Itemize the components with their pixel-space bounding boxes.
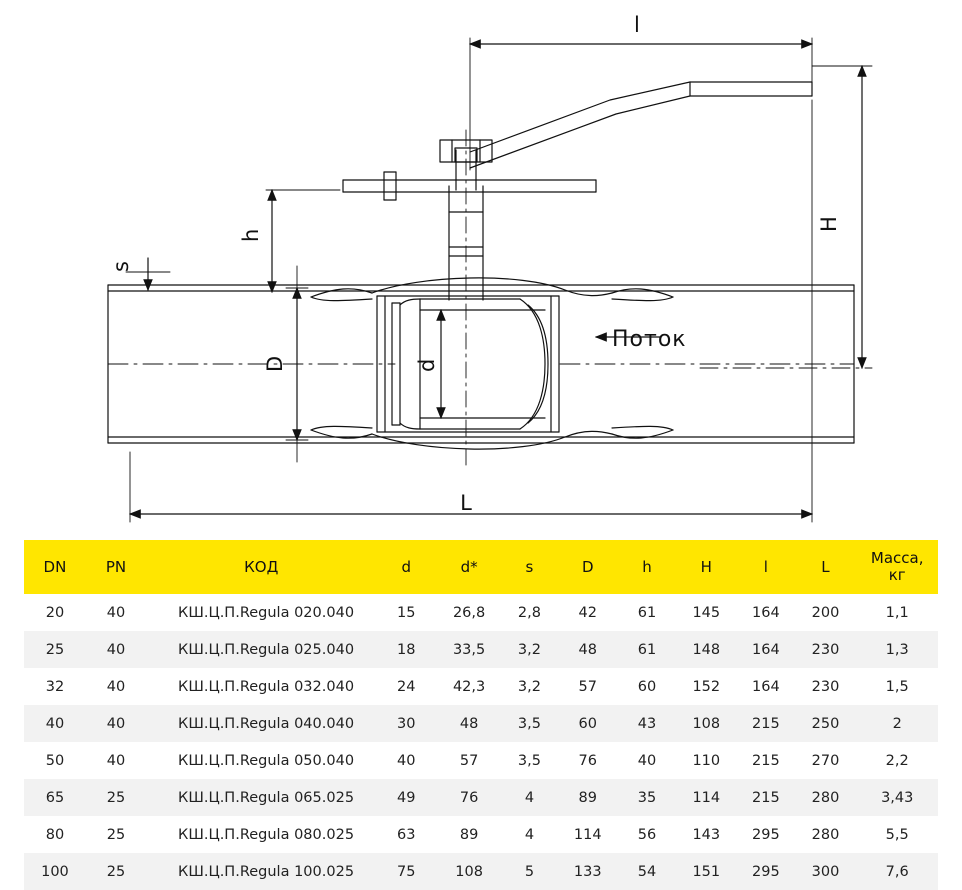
cell-s: 4: [524, 789, 535, 806]
cell-H: 145: [692, 604, 721, 621]
cell-h: 43: [637, 715, 657, 732]
cell-L: 280: [811, 789, 840, 806]
cell-DN: 65: [45, 789, 65, 806]
cell-d*: 42,3: [452, 678, 486, 695]
cell-DN: 80: [45, 826, 65, 843]
cell-H: 148: [692, 641, 721, 658]
valve-stem: [440, 130, 492, 470]
cell-H: 110: [692, 752, 721, 769]
cell-code: КШ.Ц.П.Regula 025.040: [178, 641, 355, 658]
cell-DN: 50: [45, 752, 65, 769]
table-row: [24, 742, 938, 779]
table-row: [24, 779, 938, 816]
cell-s: 5: [524, 863, 535, 880]
cell-L: 250: [811, 715, 840, 732]
label-flow: Поток: [612, 327, 687, 352]
th-L: L: [795, 540, 857, 594]
cell-h: 56: [637, 826, 657, 843]
cell-PN: 40: [106, 641, 126, 658]
cell-H: 108: [692, 715, 721, 732]
th-l: l: [737, 540, 794, 594]
cell-code: КШ.Ц.П.Regula 100.025: [178, 863, 355, 880]
cell-d: 49: [397, 789, 416, 806]
cell-s: 3,2: [517, 678, 541, 695]
label-H: H: [817, 216, 841, 232]
th-d: d: [376, 540, 436, 594]
th-massa-line1: Масса,: [870, 548, 924, 567]
cell-DN: 25: [45, 641, 65, 658]
th-h: h: [619, 540, 676, 594]
cell-l: 215: [752, 752, 780, 769]
cell-d: 63: [397, 826, 416, 843]
label-s: s: [109, 261, 133, 272]
cell-code: КШ.Ц.П.Regula 050.040: [178, 752, 355, 769]
cell-H: 114: [692, 789, 721, 806]
cell-d*: 76: [459, 789, 479, 806]
cell-l: 215: [752, 789, 780, 806]
cell-h: 61: [637, 641, 657, 658]
cell-s: 3,2: [517, 641, 541, 658]
table-row: [24, 816, 938, 853]
cell-h: 54: [637, 863, 657, 880]
dimension-l-top: [470, 38, 812, 170]
cell-D: 48: [578, 641, 597, 658]
cell-d*: 33,5: [452, 641, 486, 658]
cell-Масса, кг: 1,3: [885, 641, 909, 658]
cell-Масса, кг: 1,1: [885, 604, 909, 621]
cell-h: 61: [637, 604, 657, 621]
th-d-star: d*: [436, 540, 502, 594]
cell-L: 230: [811, 641, 840, 658]
cell-code: КШ.Ц.П.Regula 080.025: [178, 826, 355, 843]
th-dn: DN: [24, 540, 86, 594]
cell-PN: 40: [106, 678, 126, 695]
cell-d*: 48: [459, 715, 479, 732]
label-L: L: [460, 491, 472, 515]
cell-s: 4: [524, 826, 535, 843]
label-l: l: [634, 13, 640, 37]
cell-d*: 89: [459, 826, 479, 843]
cell-D: 89: [578, 789, 597, 806]
table-row: [24, 594, 938, 631]
label-d: d: [415, 358, 439, 372]
specification-table-container: [24, 540, 938, 890]
cell-Масса, кг: 2,2: [885, 752, 909, 769]
cell-d: 40: [397, 752, 416, 769]
cell-l: 164: [752, 678, 780, 695]
cell-D: 60: [578, 715, 597, 732]
cell-d: 30: [397, 715, 416, 732]
cell-PN: 25: [106, 789, 126, 806]
cell-L: 230: [811, 678, 840, 695]
cell-h: 60: [637, 678, 657, 695]
cell-PN: 40: [106, 715, 126, 732]
table-header-row: [24, 540, 938, 594]
cell-d: 18: [397, 641, 416, 658]
table-row: [24, 668, 938, 705]
cell-D: 76: [578, 752, 597, 769]
valve-body: [311, 278, 673, 449]
cell-d*: 57: [459, 752, 479, 769]
table-row: [24, 705, 938, 742]
cell-d*: 108: [455, 863, 483, 880]
cell-code: КШ.Ц.П.Regula 065.025: [178, 789, 355, 806]
cell-DN: 100: [41, 863, 69, 880]
th-D: D: [557, 540, 619, 594]
specification-table: [24, 540, 938, 890]
th-s: s: [502, 540, 557, 594]
cell-code: КШ.Ц.П.Regula 032.040: [178, 678, 355, 695]
dimension-L-bottom: [130, 100, 812, 522]
dimension-H-right: [700, 66, 872, 368]
cell-PN: 25: [106, 863, 126, 880]
cell-D: 114: [573, 826, 602, 843]
cell-DN: 32: [45, 678, 65, 695]
cell-h: 35: [637, 789, 657, 806]
cell-d*: 26,8: [452, 604, 486, 621]
cell-s: 3,5: [517, 752, 541, 769]
cell-L: 270: [811, 752, 840, 769]
th-massa-line2: кг: [888, 566, 906, 584]
cell-s: 3,5: [517, 715, 541, 732]
cell-l: 164: [752, 604, 780, 621]
table-body: [24, 594, 938, 890]
cell-PN: 40: [106, 752, 126, 769]
cell-Масса, кг: 1,5: [885, 678, 909, 695]
cell-Масса, кг: 5,5: [885, 826, 909, 843]
label-h: h: [239, 228, 263, 242]
cell-l: 215: [752, 715, 780, 732]
th-massa: [856, 540, 938, 594]
th-code: КОД: [146, 540, 376, 594]
cell-L: 200: [811, 604, 840, 621]
cell-PN: 40: [106, 604, 126, 621]
cell-D: 133: [573, 863, 602, 880]
cell-L: 300: [811, 863, 840, 880]
cell-DN: 40: [45, 715, 65, 732]
cell-d: 15: [397, 604, 416, 621]
cell-d: 24: [397, 678, 416, 695]
cell-l: 295: [752, 863, 780, 880]
cell-d: 75: [397, 863, 416, 880]
cell-s: 2,8: [517, 604, 541, 621]
handle-lock-plate: [343, 172, 596, 200]
dimension-h: [266, 190, 340, 292]
cell-H: 143: [692, 826, 721, 843]
cell-PN: 25: [106, 826, 126, 843]
cell-D: 57: [578, 678, 597, 695]
cell-Масса, кг: 3,43: [881, 789, 914, 806]
cell-L: 280: [811, 826, 840, 843]
table-row: [24, 631, 938, 668]
cell-l: 164: [752, 641, 780, 658]
cell-D: 42: [578, 604, 597, 621]
cell-Масса, кг: 7,6: [885, 863, 909, 880]
cell-code: КШ.Ц.П.Regula 040.040: [178, 715, 355, 732]
cell-l: 295: [752, 826, 780, 843]
th-H: H: [675, 540, 737, 594]
cell-Масса, кг: 2: [892, 715, 902, 732]
cell-code: КШ.Ц.П.Regula 020.040: [178, 604, 355, 621]
table-row: [24, 853, 938, 890]
label-D: D: [263, 355, 287, 372]
cell-DN: 20: [45, 604, 65, 621]
lever-handle: [470, 82, 812, 168]
cell-h: 40: [637, 752, 657, 769]
cell-H: 151: [692, 863, 721, 880]
cell-H: 152: [692, 678, 721, 695]
th-pn: PN: [86, 540, 146, 594]
